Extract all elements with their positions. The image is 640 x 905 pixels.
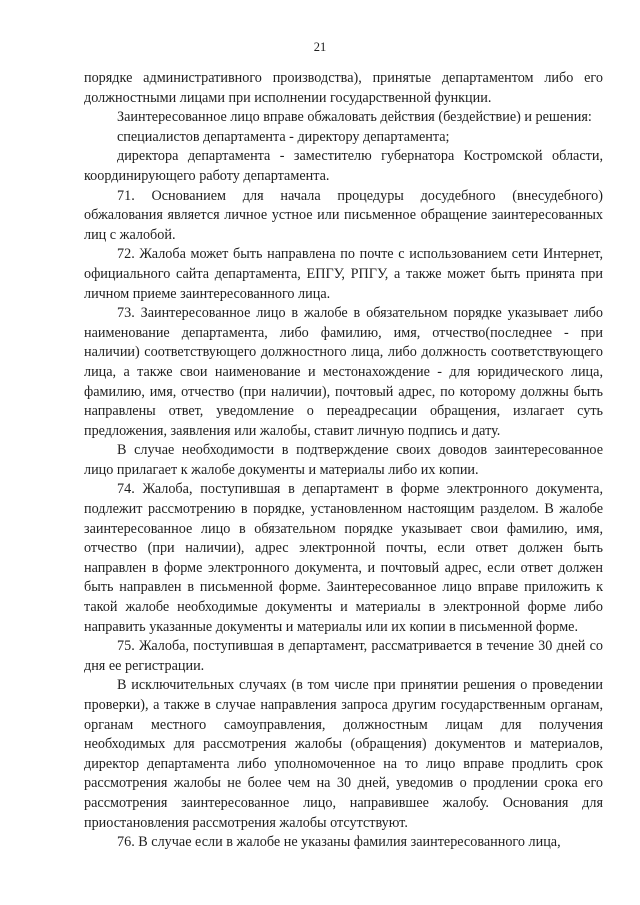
paragraph: В исключительных случаях (в том числе при принятии решения о проведении проверки), а также в случае направления запроса другим государственным органам, органам местного самоуправления, должностным лицам для получения необходимых для рассмотрения жалобы (обращения) документов и материалов, директор департамента либо уполномоченное на то лицо вправе продлить срок рассмотрения жалобы не более чем на 30 дней, уведомив о продлении срока его рассмотрения заинтересованное лицо, направившее жалобу. Основания для приостановления рассмотрения жалобы отсутствуют. [84, 677, 603, 831]
paragraph-74: 74. Жалоба, поступившая в департамент в форме электронного документа, подлежит рассмотрению в порядке, установленном настоящим разделом. В жалобе заинтересованное лицо в обязательном порядке указывает свои фамилию, имя, отчество (при наличии), адрес электронной почты, если ответ должен быть направлен в форме электронного документа, и почтовый адрес, если ответ должен быть направлен в письменной форме. Заинтересованное лицо вправе приложить к такой жалобе необходимые документы и материалы в электронной форме либо направить указанные документы и материалы или их копии в письменной форме. [84, 481, 603, 635]
paragraph: В случае необходимости в подтверждение своих доводов заинтересованное лицо прилагает к жалобе документы и материалы либо их копии. [84, 442, 603, 478]
paragraph: специалистов департамента - директору департамента; [117, 128, 450, 145]
page-number: 21 [313, 40, 327, 54]
paragraph-76: 76. В случае если в жалобе не указаны фамилия заинтересованного лица, [117, 834, 561, 851]
paragraph: порядке административного производства), принятые департаментом либо его должностными лицами при исполнении государственной функции. [84, 70, 603, 106]
paragraph-73: 73. Заинтересованное лицо в жалобе в обязательном порядке указывает либо наименование департамента, либо фамилию, имя, отчество(последнее - при наличии) соответствующего должностного лица, либо должность соответствующего лица, а также свои наименование и местонахождение - для юридического лица, фамилию, имя, отчество (при наличии), почтовый адрес, по которому должны быть направлены ответ, уведомление о переадресации обращения, излагает суть предложения, заявления или жалобы, ставит личную подпись и дату. [84, 305, 603, 439]
paragraph: Заинтересованное лицо вправе обжаловать действия (бездействие) и решения: [117, 109, 592, 126]
paragraph-72: 72. Жалоба может быть направлена по почте с использованием сети Интернет, официального сайта департамента, ЕПГУ, РПГУ, а также может быть принята при личном приеме заинтересованного лица. [84, 246, 603, 302]
paragraph-71: 71. Основанием для начала процедуры досудебного (внесудебного) обжалования является личное устное или письменное обращение заинтересованных лиц с жалобой. [84, 187, 603, 243]
document-body [84, 69, 603, 853]
paragraph: директора департамента - заместителю губернатора Костромской области, координирующего работу департамента. [84, 148, 603, 184]
paragraph-75: 75. Жалоба, поступившая в департамент, рассматривается в течение 30 дней со дня ее регистрации. [84, 638, 603, 674]
